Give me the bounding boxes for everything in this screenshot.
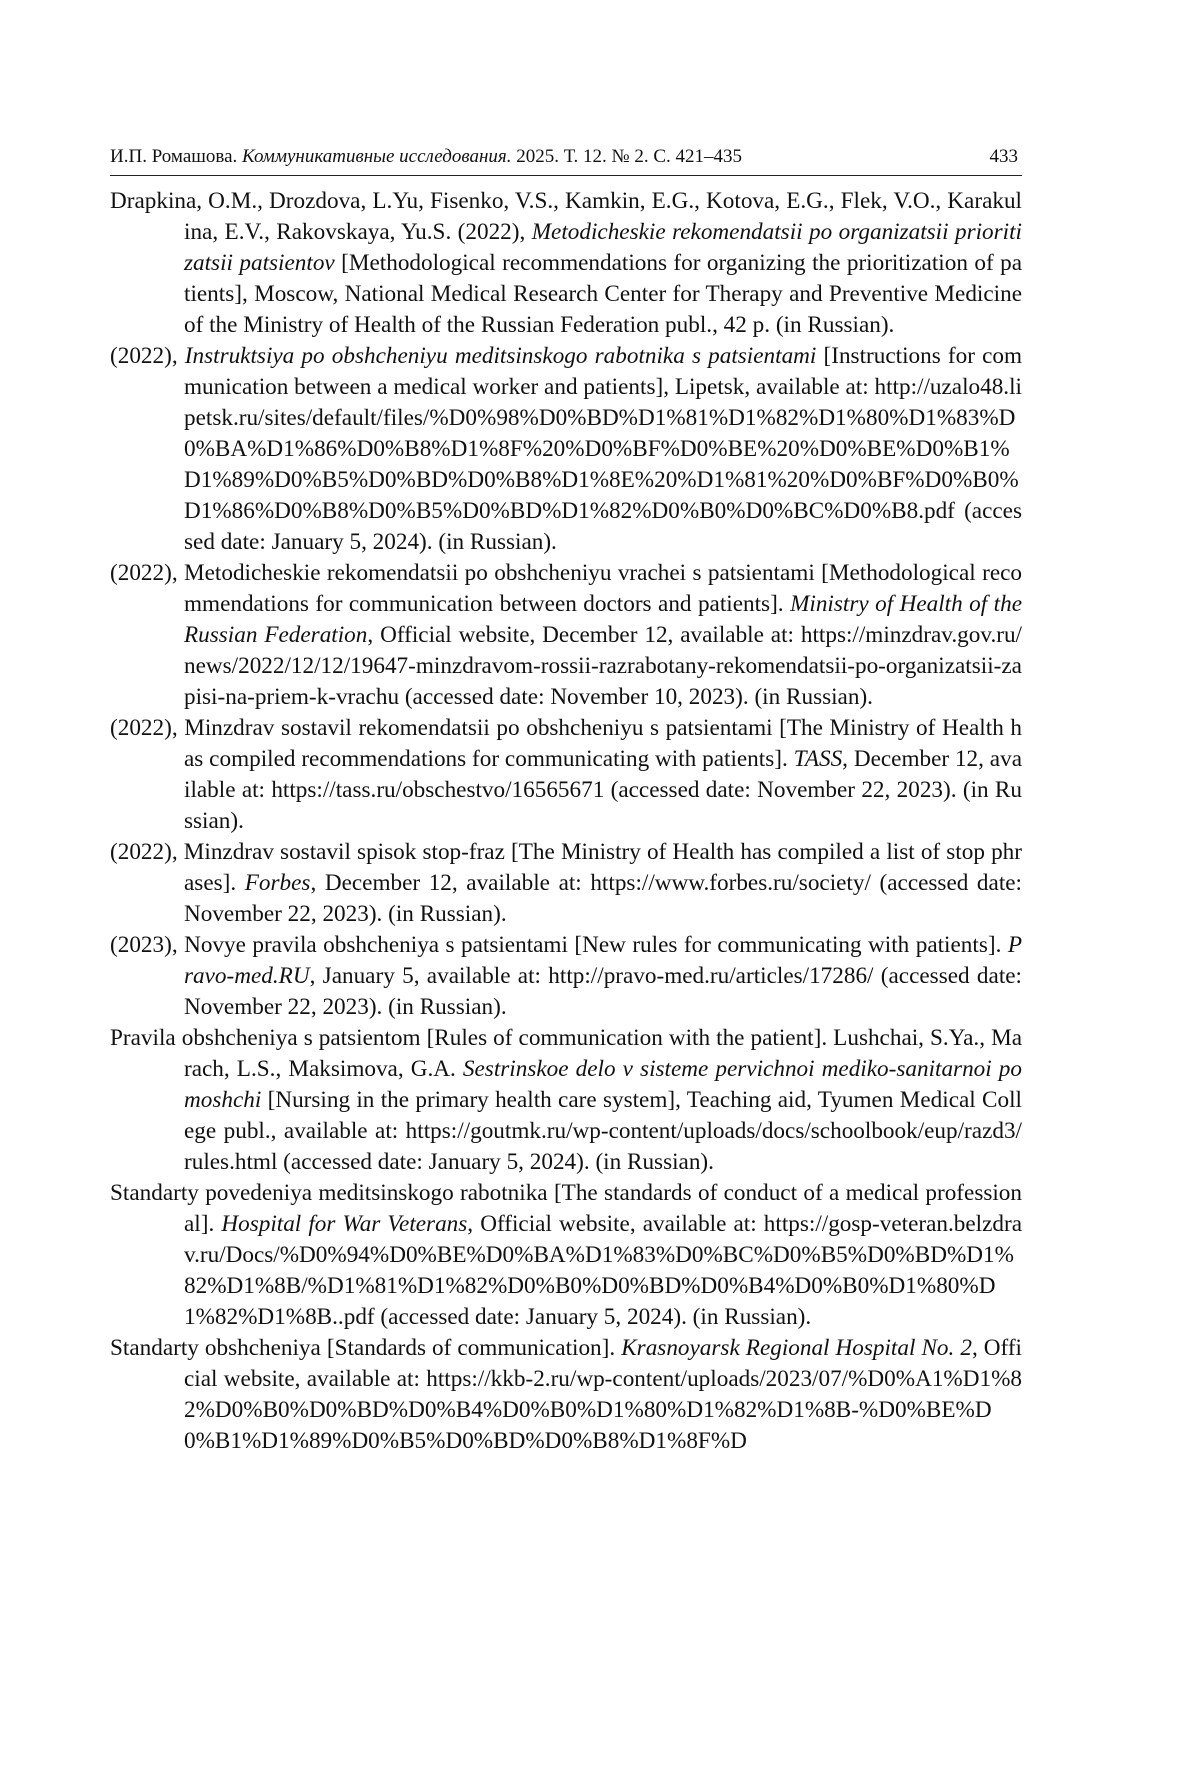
reference-title: Hospital for War Veterans [221,1211,468,1237]
reference-text: (2023), Novye pravila obshcheniya s patsientami [New rules for communicating with patients]. [110,932,1008,958]
reference-text: (2022), Metodicheskie rekomendatsii po obshcheniyu vrachei s patsientami [Methodological recommendations for communication between doctors and patients]. [110,560,1022,617]
running-head [110,145,1022,176]
reference-text: Drapkina, O.M., Drozdova, L.Yu, Fisenko, V.S., Kamkin, E.G., Kotova, E.G., Flek, V.O., Karakulina, E.V., Rakovskaya, Yu.S. (2022), [110,188,1022,245]
reference-entry [110,713,1022,837]
reference-text: , January 5, available at: http://pravo-med.ru/articles/17286/ (accessed date: November 22, 2023). (in Russian). [184,963,1022,1020]
reference-title: Metodicheskie rekomendatsii po organizatsii prioritizatsii patsientov [184,219,1023,276]
reference-text: , Official website, available at: https://gosp-veteran.belzdrav.ru/Docs/%D0%94%D0%BE%D0%BA%D1%83%D0%BC%D0%B5%D0%BD%D1%82%D1%8B/%D1%81%D1%82%D0%B0%D0%BD%D0%B4%D0%B0%D1%80%D1%82%D1%8B..pdf (accessed date: January 5, 2024). (in Russian). [184,1211,1022,1330]
reference-title: Krasnoyarsk Regional Hospital No. 2 [621,1335,972,1361]
reference-entry [110,930,1022,1023]
reference-entry [110,341,1022,558]
header-author: И.П. Ромашова. [110,146,238,167]
reference-text: (2022), Minzdrav sostavil rekomendatsii po obshcheniyu s patsientami [The Ministry of Health has compiled recommendations for communicating with patients]. [110,715,1022,772]
reference-entry [110,1333,1022,1457]
reference-entry [110,186,1022,341]
reference-title: Instruktsiya po obshcheniyu meditsinskogo rabotnika s patsientami [184,343,817,369]
reference-text: , December 12, available at: https://tass.ru/obschestvo/16565671 (accessed date: November 22, 2023). (in Russian). [184,746,1022,834]
reference-title: Ministry of Health of the Russian Federation [184,591,1022,648]
header-citation: 2025. Т. 12. № 2. С. 421–435 [516,146,743,167]
reference-text: [Instructions for communication between a medical worker and patients], Lipetsk, available at: http://uzalo48.lipetsk.ru/sites/default/files/%D0%98%D0%BD%D1%81%D1%82%D1%80%D1%83%D0%BA%D1%86%D0%B8%D1%8F%20%D0%BF%D0%BE%20%D0%BE%D0%B1%D1%89%D0%B5%D0%BD%D0%B8%D1%8E%20%D1%81%20%D0%BF%D0%B0%D1%86%D0%B8%D0%B5%D0%BD%D1%82%D0%B0%D0%BC%D0%B8.pdf (accessed date: January 5, 2024). (in Russian). [184,343,1022,555]
reference-title: Pravo-med.RU [184,932,1022,989]
reference-entry [110,1178,1022,1333]
reference-title: Forbes [244,870,311,896]
reference-entry [110,1023,1022,1178]
page-number: 433 [989,146,1018,167]
reference-entry [110,837,1022,930]
reference-text: Pravila obshcheniya s patsientom [Rules of communication with the patient]. Lushchai, S.Ya., Marach, L.S., Maksimova, G.A. [110,1025,1022,1082]
reference-text: (2022), Minzdrav sostavil spisok stop-fraz [The Ministry of Health has compiled a list of stop phrases]. [110,839,1022,896]
header-journal: Коммуникативные исследования. [242,146,512,167]
reference-text: , Official website, December 12, available at: https://minzdrav.gov.ru/news/2022/12/12/19647-minzdravom-rossii-razrabotany-rekomendatsii-po-organizatsii-zapisi-na-priem-k-vrachu (accessed date: November 10, 2023). (in Russian). [184,622,1022,710]
reference-entry [110,558,1022,713]
reference-text: , December 12, available at: https://www.forbes.ru/society/ (accessed date: November 22, 2023). (in Russian). [184,870,1022,927]
reference-text: Standarty povedeniya meditsinskogo rabotnika [The standards of conduct of a medical professional]. [110,1180,1022,1237]
reference-text: Standarty obshcheniya [Standards of communication]. [110,1335,622,1361]
reference-text: [Nursing in the primary health care system], Teaching aid, Tyumen Medical College publ., available at: https://goutmk.ru/wp-content/uploads/docs/schoolbook/eup/razd3/rules.html (accessed date: January 5, 2024). (in Russian). [184,1087,1022,1175]
reference-title: Sestrinskoe delo v sisteme pervichnoi mediko-sanitarnoi pomoshchi [184,1056,1022,1113]
running-head-citation [110,145,742,169]
reference-text: (2022), [110,343,185,369]
reference-list [110,186,1022,1457]
reference-text: [Methodological recommendations for organizing the prioritization of patients], Moscow, National Medical Research Center for Therapy and Preventive Medicine of the Ministry of Health of the Russian Federation publ., 42 p. (in Russian). [184,250,1022,338]
reference-text: , Official website, available at: https://kkb-2.ru/wp-content/uploads/2023/07/%D0%A1%D1%82%D0%B0%D0%BD%D0%B4%D0%B0%D1%80%D1%82%D1%8B-%D0%BE%D0%B1%D1%89%D0%B5%D0%BD%D0%B8%D1%8F%D [184,1335,1022,1454]
reference-title: TASS [793,746,843,772]
